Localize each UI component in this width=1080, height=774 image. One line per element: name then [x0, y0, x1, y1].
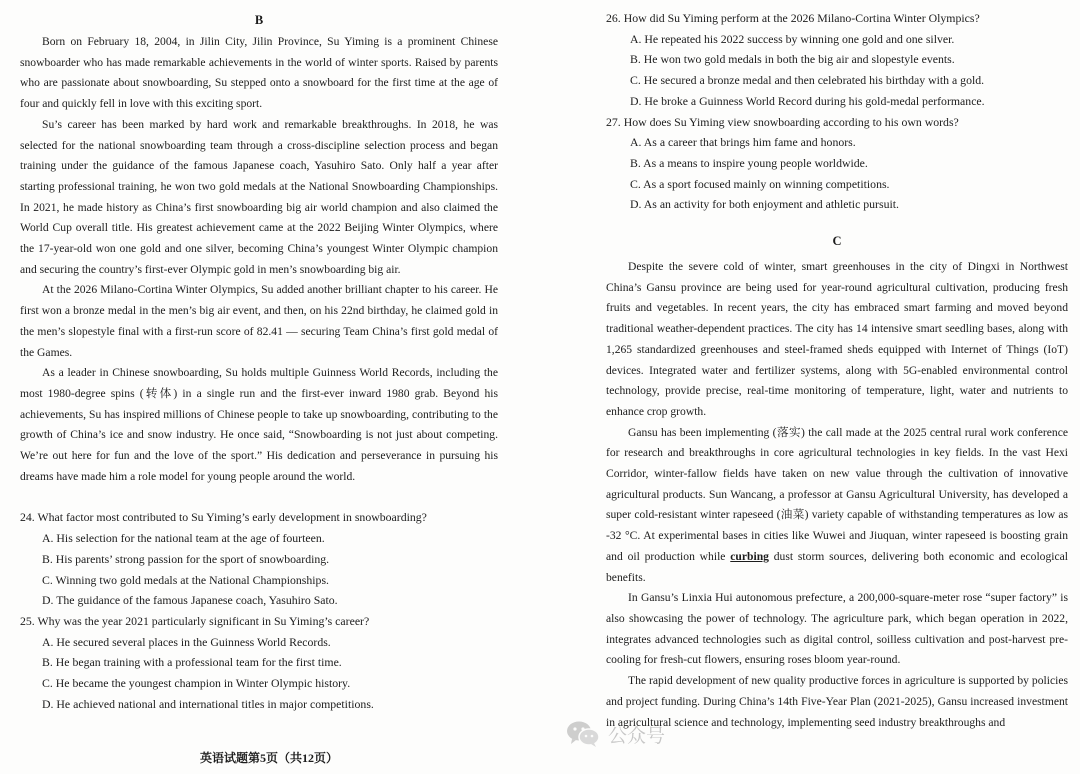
- question-26-option-d: D. He broke a Guinness World Record during his gold-medal performance.: [630, 93, 985, 108]
- left-column: [20, 0, 498, 715]
- passage-c-paragraph-3: In Gansu’s Linxia Hui autonomous prefecture, a 200,000-square-meter rose “super factory” is also showcasing the power of technology. The agriculture park, which began operation in 2022, integrates advanced technologies such as digital control, soilless cultivation and post-harvest pre-cooling for fresh-cut flowers, ensuring roses bloom year-round.: [606, 591, 1068, 667]
- question-26-option-b: B. He won two gold medals in both the big air and slopestyle events.: [630, 52, 955, 67]
- question-27-stem: 27. How does Su Yiming view snowboarding according to his own words?: [606, 114, 959, 129]
- question-27-option-a: A. As a career that brings him fame and honors.: [630, 135, 856, 150]
- passage-c-paragraph-2: [606, 423, 1068, 589]
- question-26-option-a: A. He repeated his 2022 success by winning one gold and one silver.: [630, 31, 955, 46]
- underlined-word-curbing: curbing: [730, 549, 769, 563]
- passage-b-paragraph-4: As a leader in Chinese snowboarding, Su holds multiple Guinness World Records, including the most 1980-degree spins (转体) in a single run and the first-ever inward 1980 grab. Beyond his achievements, Su has inspired millions of Chinese people to take up snowboarding, contributing to the growth of China’s ice and snow industry. He once said, “Snowboarding is not just about competing. We’re out here for fun and the love of the sport.” His dedication and perseverance in pursuing his dreams have made him a role model for young people around the world.: [20, 366, 498, 483]
- question-24-option-a: A. His selection for the national team at the age of fourteen.: [42, 531, 325, 546]
- page-footer: 英语试题第5页（共12页）: [199, 751, 338, 765]
- question-25-option-a: A. He secured several places in the Guinness World Records.: [42, 634, 331, 649]
- passage-c-paragraph-2-text-b: dust storm sources, delivering both economic and ecological benefits.: [606, 549, 1069, 584]
- question-25-option-b: B. He began training with a professional team for the first time.: [42, 655, 342, 670]
- question-24-option-d: D. The guidance of the famous Japanese coach, Yasuhiro Sato.: [42, 593, 338, 608]
- question-24-stem: 24. What factor most contributed to Su Yiming’s early development in snowboarding?: [20, 510, 427, 525]
- question-26-option-c: C. He secured a bronze medal and then celebrated his birthday with a gold.: [630, 73, 985, 88]
- passage-c-paragraph-1: Despite the severe cold of winter, smart greenhouses in the city of Dingxi in Northwest China’s Gansu province are being used for year-round agricultural cultivation, producing fresh fruits and vegetables. In recent years, the city has embraced smart farming and moved beyond traditional weather-dependent practices. The city has 14 intensive smart seedling bases, along with 1,265 standardized greenhouses and steel-framed sheds equipped with Internet of Things (IoT) devices. Integrated water and fertilizer systems, along with 5G-enabled environmental control technology, provide precise, real-time monitoring of temperature, light, water and nutrients to enhance crop growth.: [606, 260, 1068, 418]
- question-24-option-b: B. His parents’ strong passion for the sport of snowboarding.: [42, 551, 330, 566]
- section-c-heading: C: [832, 234, 842, 249]
- section-b-heading: B: [254, 13, 264, 27]
- passage-c-paragraph-4: The rapid development of new quality productive forces in agriculture is supported by policies and project funding. During China’s 14th Five-Year Plan (2021-2025), Gansu increased investment in agricultural science and technology, implementing seed industry breakthroughs and: [606, 674, 1068, 729]
- passage-b-paragraph-2: Su’s career has been marked by hard work and remarkable breakthroughs. In 2018, he was selected for the national snowboarding team through a cross-discipline selection process and began training under the guidance of the famous Japanese coach, Yasuhiro Sato. Only half a year after starting professional training, he won two gold medals at the National Snowboarding Championships. In 2021, he made history as China’s first snowboarding big air world champion and also claimed the World Cup overall title. His greatest achievement came at the 2022 Beijing Winter Olympics, where the 17-year-old won one gold and one silver, becoming China’s youngest Winter Olympic champion and securing the country’s first-ever Olympic gold in men’s snowboarding big air.: [20, 117, 498, 276]
- question-26-stem: 26. How did Su Yiming perform at the 2026 Milano-Cortina Winter Olympics?: [606, 11, 980, 25]
- question-25-option-d: D. He achieved national and international titles in major competitions.: [42, 696, 374, 711]
- wechat-icon: [566, 720, 600, 748]
- question-25-option-c: C. He became the youngest champion in Winter Olympic history.: [42, 676, 351, 691]
- question-24-option-c: C. Winning two gold medals at the National Championships.: [42, 572, 329, 587]
- watermark: [566, 714, 665, 754]
- passage-c-paragraph-2-text-a: Gansu has been implementing (落实) the call made at the 2025 central rural work conference for research and breakthroughs in core agricultural technologies in key fields. In the vast Hexi Corridor, winter-fallow fields have taken on new value through the cultivation of innovative agricultural products. Sun Wancang, a professor at Gansu Agricultural University, has developed a super cold-resistant winter rapeseed (油菜) variety capable of withstanding temperatures as low as -32 °C. At experimental bases in cities like Wuwei and Jiuquan, winter rapeseed is boosting grain and oil production while: [606, 425, 1068, 563]
- watermark-text: 公众号: [608, 724, 666, 747]
- question-27-option-c: C. As a sport focused mainly on winning competitions.: [630, 176, 890, 191]
- question-25-stem: 25. Why was the year 2021 particularly significant in Su Yiming’s career?: [20, 613, 370, 628]
- passage-b-paragraph-3: At the 2026 Milano-Cortina Winter Olympics, Su added another brilliant chapter to his career. He first won a bronze medal in the men’s big air event, and then, on his 22nd birthday, he claimed gold in the men’s slopestyle final with a first-run score of 82.41 — securing Team China’s first gold medal of the Games.: [20, 283, 498, 359]
- right-column: [606, 0, 1068, 733]
- question-27-option-b: B. As a means to inspire young people worldwide.: [630, 155, 868, 170]
- passage-b-paragraph-1: Born on February 18, 2004, in Jilin City, Jilin Province, Su Yiming is a prominent Chinese snowboarder who has made remarkable achievements in the world of winter sports. Raised by parents who are passionate about snowboarding, Su stepped onto a snowboard for the first time at the age of four and quickly fell in love with this exciting sport.: [20, 35, 498, 111]
- question-27-option-d: D. As an activity for both enjoyment and athletic pursuit.: [630, 197, 899, 212]
